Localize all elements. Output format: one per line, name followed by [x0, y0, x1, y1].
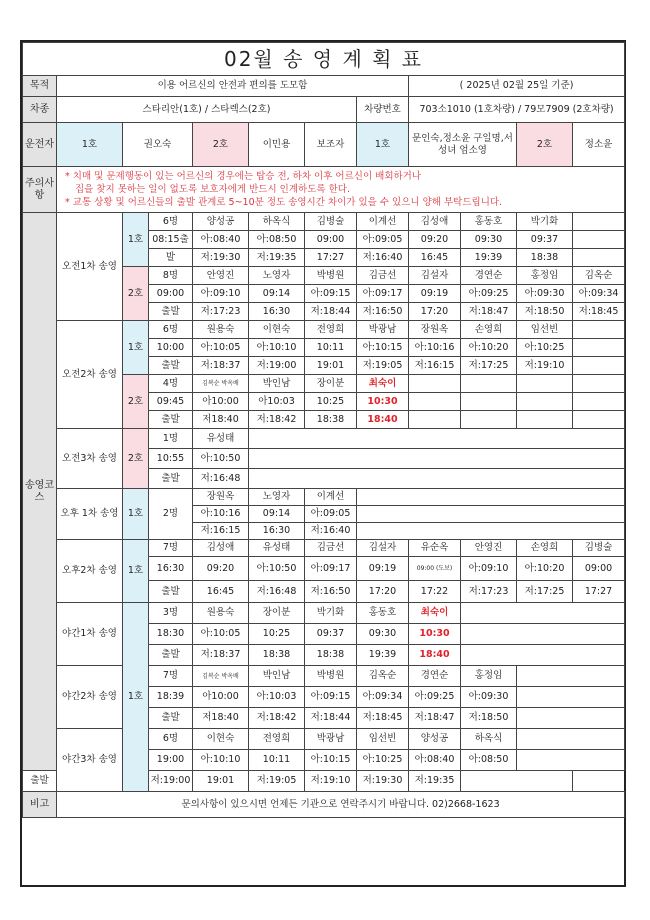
am1-car2-time: 09:00 [149, 285, 193, 303]
am2-car1: 1호 [123, 321, 149, 375]
time-cell: 17:27 [305, 249, 357, 267]
time-cell: 저:18:50 [517, 303, 573, 321]
caution-line-2: 집을 찾지 못하는 일이 없도록 보호자에게 반드시 인계하도록 한다. [75, 184, 350, 195]
time-cell: 아:10:10 [193, 750, 249, 771]
time-cell: 저:18:47 [461, 303, 517, 321]
time-cell: 09:37 [517, 231, 573, 249]
empty-cell [249, 469, 625, 489]
time-cell: 아:09:10 [193, 285, 249, 303]
assistant-car1: 1호 [357, 123, 409, 167]
time-cell: 아:09:10 [461, 557, 517, 581]
name-cell: 이계선 [357, 213, 409, 231]
name-cell: 홍동호 [461, 213, 517, 231]
time-cell: 저:18:44 [305, 303, 357, 321]
time-cell: 저:16:48 [193, 469, 249, 489]
time-cell: 저:18:37 [193, 645, 249, 666]
name-cell: 원용숙 [193, 603, 249, 624]
time-cell: 저:19:05 [249, 771, 305, 792]
caution-line-1: * 치매 및 문제행동이 있는 어르신의 경우에는 탑승 전, 하차 이후 어르신이 배회하거나 [65, 171, 422, 182]
time-cell: 저:16:40 [357, 249, 409, 267]
time-cell: 17:20 [357, 581, 409, 603]
time-cell: 저:19:30 [357, 771, 409, 792]
caution-text [57, 167, 625, 213]
am3-car: 2호 [123, 429, 149, 489]
name-cell: 최숙이 [409, 603, 461, 624]
empty-cell [357, 523, 625, 540]
name-cell: 박광남 [357, 321, 409, 339]
name-cell: 최숙이 [357, 375, 409, 393]
time-cell: 09:00 [573, 557, 625, 581]
time-cell: 18:40 [409, 645, 461, 666]
time-cell: 아:09:34 [357, 687, 409, 708]
vehicle-types: 스타리안(1호) / 스타렉스(2호) [57, 97, 357, 123]
time-cell: 19:01 [305, 357, 357, 375]
empty-cell [461, 375, 517, 393]
assistant-car2-name: 정소윤 [573, 123, 625, 167]
time-cell: 저:18:45 [357, 708, 409, 729]
empty-cell [573, 411, 625, 429]
pm2-car: 1호 [123, 540, 149, 603]
pm2-count: 7명 [149, 540, 193, 557]
empty-cell [573, 357, 625, 375]
time-cell: 아:10:50 [249, 557, 305, 581]
remark-text: 문의사항이 있으시면 언제든 기관으로 연락주시기 바랍니다. 02)2668-1623 [57, 792, 625, 818]
empty-cell [461, 645, 625, 666]
empty-cell [517, 411, 573, 429]
time-cell: 16:45 [193, 581, 249, 603]
time-cell: 저:18:42 [249, 411, 305, 429]
name-cell: 김복순 박옥배 [193, 375, 249, 393]
route-label: 송영코스 [23, 213, 57, 771]
time-cell: 10:30 [357, 393, 409, 411]
time-cell: 저:18:44 [305, 708, 357, 729]
name-cell: 박기화 [305, 603, 357, 624]
name-cell: 노영자 [249, 267, 305, 285]
time-cell: 10:25 [305, 393, 357, 411]
ev1-time: 18:30 [149, 624, 193, 645]
time-cell: 저:17:23 [193, 303, 249, 321]
name-cell: 경연순 [461, 267, 517, 285]
time-cell: 저:19:30 [193, 249, 249, 267]
purpose-label: 목적 [23, 76, 57, 97]
time-cell: 16:30 [249, 303, 305, 321]
pm2-name: 오후2차 송영 [57, 540, 123, 603]
name-cell: 유성태 [249, 540, 305, 557]
name-cell: 박병원 [305, 267, 357, 285]
vehicle-label: 차종 [23, 97, 57, 123]
am3-name: 오전3차 송영 [57, 429, 123, 489]
name-cell: 홍정임 [517, 267, 573, 285]
name-cell: 장원옥 [193, 489, 249, 506]
empty-cell [517, 729, 625, 750]
schedule-table [22, 42, 625, 818]
time-cell: 저18:40 [193, 411, 249, 429]
am2-name: 오전2차 송영 [57, 321, 123, 429]
time-cell: 10:25 [249, 624, 305, 645]
time-cell: 저:16:48 [249, 581, 305, 603]
time-cell: 저:18:45 [573, 303, 625, 321]
am2-car2-count: 4명 [149, 375, 193, 393]
time-cell: 09:20 [193, 557, 249, 581]
time-cell: 19:39 [357, 645, 409, 666]
am1-car1-count: 6명 [149, 213, 193, 231]
name-cell: 김옥순 [357, 666, 409, 687]
ev3-time: 19:00 [149, 750, 193, 771]
pm2-time: 16:30 [149, 557, 193, 581]
am1-car1-time: 08:15출 [149, 231, 193, 249]
time-cell: 아:08:50 [461, 750, 517, 771]
name-cell: 유순옥 [409, 540, 461, 557]
purpose-text: 이용 어르신의 안전과 편의를 도모함 [57, 76, 409, 97]
empty-cell [573, 321, 625, 339]
time-cell: 09:14 [249, 506, 305, 523]
time-cell: 저:16:50 [357, 303, 409, 321]
time-cell: 저:17:23 [461, 581, 517, 603]
name-cell: 장원옥 [409, 321, 461, 339]
time-cell: 아:10:16 [193, 506, 249, 523]
time-cell: 저:17:25 [461, 357, 517, 375]
name-cell: 김옥순 [573, 267, 625, 285]
am1-car1: 1호 [123, 213, 149, 267]
purpose-basis: ( 2025년 02월 25일 기준) [409, 76, 625, 97]
empty-cell [517, 375, 573, 393]
time-cell: 09:19 [409, 285, 461, 303]
time-cell: 아:09:05 [357, 231, 409, 249]
time-cell: 아:10:15 [357, 339, 409, 357]
vehicle-plates: 703소1010 (1호차량) / 79모7909 (2호차량) [409, 97, 625, 123]
driver-car2: 2호 [193, 123, 249, 167]
empty-cell [517, 750, 625, 771]
name-cell: 전영희 [249, 729, 305, 750]
name-cell: 김금선 [305, 540, 357, 557]
empty-cell [461, 411, 517, 429]
ev1-count: 3명 [149, 603, 193, 624]
name-cell: 홍정임 [461, 666, 517, 687]
ev2-name: 야간2차 송영 [57, 666, 123, 729]
ev1-depart: 출발 [149, 645, 193, 666]
am3-count: 1명 [149, 429, 193, 449]
time-cell: 아:10:20 [517, 557, 573, 581]
am1-car1-depart: 발 [149, 249, 193, 267]
time-cell: 아:09:30 [461, 687, 517, 708]
time-cell: 아:09:17 [357, 285, 409, 303]
time-cell: 저:19:35 [409, 771, 461, 792]
am3-depart: 출발 [149, 469, 193, 489]
name-cell: 안영진 [193, 267, 249, 285]
name-cell: 이현숙 [193, 729, 249, 750]
empty-cell [461, 624, 625, 645]
time-cell: 저:18:42 [249, 708, 305, 729]
time-cell: 09:20 [409, 231, 461, 249]
plate-label: 차량번호 [357, 97, 409, 123]
empty-cell [517, 687, 625, 708]
time-cell: 18:38 [305, 411, 357, 429]
empty-cell [573, 339, 625, 357]
name-cell: 김성애 [193, 540, 249, 557]
time-cell: 09:00 [305, 231, 357, 249]
time-cell: 저18:40 [193, 708, 249, 729]
assistant-label: 보조자 [305, 123, 357, 167]
am2-car1-count: 6명 [149, 321, 193, 339]
name-cell: 하옥식 [461, 729, 517, 750]
time-cell: 10:30 [409, 624, 461, 645]
name-cell: 손영희 [461, 321, 517, 339]
empty-cell [357, 506, 625, 523]
empty-cell [573, 249, 625, 267]
time-cell: 09:19 [357, 557, 409, 581]
name-cell: 양성공 [409, 729, 461, 750]
ev3-count: 6명 [149, 729, 193, 750]
assistant-car1-names: 문인숙,정소윤 구일명,서성녀 엄소영 [409, 123, 517, 167]
time-cell: 아:09:05 [305, 506, 357, 523]
empty-cell [409, 375, 461, 393]
name-cell: 김복순 박옥배 [193, 666, 249, 687]
name-cell: 임선빈 [517, 321, 573, 339]
empty-cell [249, 449, 625, 469]
name-cell: 김설자 [357, 540, 409, 557]
am2-car1-time: 10:00 [149, 339, 193, 357]
am2-car1-depart: 출발 [149, 357, 193, 375]
name-cell: 김설자 [409, 267, 461, 285]
empty-cell [357, 489, 625, 506]
driver-car1: 1호 [57, 123, 123, 167]
time-cell: 아:09:17 [305, 557, 357, 581]
caution-line-3: * 교통 상황 및 어르신들의 출발 관계로 5~10분 정도 송영시간 차이가 있을 수 있으니 양해 부탁드립니다. [65, 197, 503, 208]
time-cell: 아10:00 [193, 687, 249, 708]
pm1-name: 오후 1차 송영 [57, 489, 123, 540]
time-cell: 저:18:50 [461, 708, 517, 729]
time-cell: 17:22 [409, 581, 461, 603]
time-cell: 아:09:15 [305, 285, 357, 303]
time-cell: 저:19:10 [305, 771, 357, 792]
ev2-depart: 출발 [149, 708, 193, 729]
time-cell: 19:39 [461, 249, 517, 267]
time-cell: 10:11 [249, 750, 305, 771]
driver-label: 운전자 [23, 123, 57, 167]
am1-name: 오전1차 송영 [57, 213, 123, 321]
time-cell: 아:10:25 [517, 339, 573, 357]
name-cell: 노영자 [249, 489, 305, 506]
time-cell: 아:10:25 [357, 750, 409, 771]
name-cell: 장이분 [305, 375, 357, 393]
time-cell: 아:08:40 [409, 750, 461, 771]
time-cell: 17:27 [573, 581, 625, 603]
empty-cell [517, 393, 573, 411]
time-cell: 저:19:00 [149, 771, 193, 792]
time-cell: 아:08:50 [249, 231, 305, 249]
remark-label: 비고 [23, 792, 57, 818]
empty-cell [461, 771, 573, 792]
time-cell: 아:09:25 [409, 687, 461, 708]
am1-car2-count: 8명 [149, 267, 193, 285]
empty-cell [573, 213, 625, 231]
time-cell: 아:10:03 [249, 687, 305, 708]
time-cell: 10:11 [305, 339, 357, 357]
page-title: 02월 송 영 계 획 표 [23, 43, 625, 76]
time-cell: 18:38 [249, 645, 305, 666]
assistant-car2: 2호 [517, 123, 573, 167]
name-cell: 원용숙 [193, 321, 249, 339]
name-cell: 유성태 [193, 429, 249, 449]
ev3-name: 야간3차 송영 [57, 729, 123, 792]
time-cell: 아:08:40 [193, 231, 249, 249]
name-cell: 박인남 [249, 666, 305, 687]
name-cell: 박기화 [517, 213, 573, 231]
time-cell: 아10:03 [249, 393, 305, 411]
empty-cell [409, 393, 461, 411]
name-cell: 이현숙 [249, 321, 305, 339]
pm1-car: 1호 [123, 489, 149, 540]
time-cell: 09:37 [305, 624, 357, 645]
time-cell: 저:19:35 [249, 249, 305, 267]
name-cell: 장이분 [249, 603, 305, 624]
time-cell: 저:19:00 [249, 357, 305, 375]
driver-car2-name: 이민용 [249, 123, 305, 167]
name-cell: 박병원 [305, 666, 357, 687]
time-cell: 09:30 [357, 624, 409, 645]
empty-cell [573, 393, 625, 411]
time-cell: 16:30 [249, 523, 305, 540]
empty-cell [409, 411, 461, 429]
ev-car: 1호 [123, 603, 149, 792]
time-cell: 아:10:16 [409, 339, 461, 357]
time-cell: 09:30 [461, 231, 517, 249]
time-cell: 18:40 [357, 411, 409, 429]
name-cell: 김병술 [573, 540, 625, 557]
pm1-count: 2명 [149, 489, 193, 540]
name-cell: 김금선 [357, 267, 409, 285]
time-cell: 16:45 [409, 249, 461, 267]
time-cell: 아:10:10 [249, 339, 305, 357]
time-cell: 저:18:47 [409, 708, 461, 729]
name-cell: 홍동호 [357, 603, 409, 624]
ev1-name: 야간1차 송영 [57, 603, 123, 666]
time-cell: 저:19:05 [357, 357, 409, 375]
name-cell: 하옥식 [249, 213, 305, 231]
time-cell: 아:10:50 [193, 449, 249, 469]
name-cell: 손영희 [517, 540, 573, 557]
empty-cell [573, 231, 625, 249]
time-cell: 17:20 [409, 303, 461, 321]
time-cell: 09:00 (도보) [409, 557, 461, 581]
driver-car1-name: 권오숙 [123, 123, 193, 167]
time-cell: 18:38 [305, 645, 357, 666]
ev2-time: 18:39 [149, 687, 193, 708]
name-cell: 임선빈 [357, 729, 409, 750]
name-cell: 박광남 [305, 729, 357, 750]
time-cell: 아:10:15 [305, 750, 357, 771]
time-cell: 19:01 [193, 771, 249, 792]
empty-cell [517, 708, 625, 729]
name-cell: 이계선 [305, 489, 357, 506]
am2-car2: 2호 [123, 375, 149, 429]
name-cell: 안영진 [461, 540, 517, 557]
ev3-depart: 출발 [23, 771, 57, 792]
time-cell: 저:17:25 [517, 581, 573, 603]
time-cell: 09:14 [249, 285, 305, 303]
ev2-count: 7명 [149, 666, 193, 687]
time-cell: 저:18:37 [193, 357, 249, 375]
time-cell: 아:10:20 [461, 339, 517, 357]
empty-cell [249, 429, 625, 449]
am2-car2-time: 09:45 [149, 393, 193, 411]
name-cell: 김성애 [409, 213, 461, 231]
am1-car2: 2호 [123, 267, 149, 321]
name-cell: 박인남 [249, 375, 305, 393]
schedule-sheet [20, 40, 626, 887]
time-cell: 아:09:15 [305, 687, 357, 708]
am3-time: 10:55 [149, 449, 193, 469]
name-cell: 전영희 [305, 321, 357, 339]
time-cell: 아:09:25 [461, 285, 517, 303]
empty-cell [517, 666, 625, 687]
time-cell: 저:16:50 [305, 581, 357, 603]
caution-label: 주의사항 [23, 167, 57, 213]
pm2-depart: 출발 [149, 581, 193, 603]
time-cell: 아10:00 [193, 393, 249, 411]
name-cell: 양성공 [193, 213, 249, 231]
am2-car2-depart: 출발 [149, 411, 193, 429]
time-cell: 아:10:05 [193, 624, 249, 645]
empty-cell [461, 393, 517, 411]
empty-cell [573, 375, 625, 393]
time-cell: 18:38 [517, 249, 573, 267]
time-cell: 아:09:34 [573, 285, 625, 303]
am1-car2-depart: 출발 [149, 303, 193, 321]
time-cell: 저:16:15 [409, 357, 461, 375]
name-cell: 경연순 [409, 666, 461, 687]
empty-cell [461, 603, 625, 624]
time-cell: 저:16:40 [305, 523, 357, 540]
time-cell: 아:09:30 [517, 285, 573, 303]
time-cell: 저:16:15 [193, 523, 249, 540]
name-cell: 김병술 [305, 213, 357, 231]
time-cell: 아:10:05 [193, 339, 249, 357]
time-cell: 저:19:10 [517, 357, 573, 375]
